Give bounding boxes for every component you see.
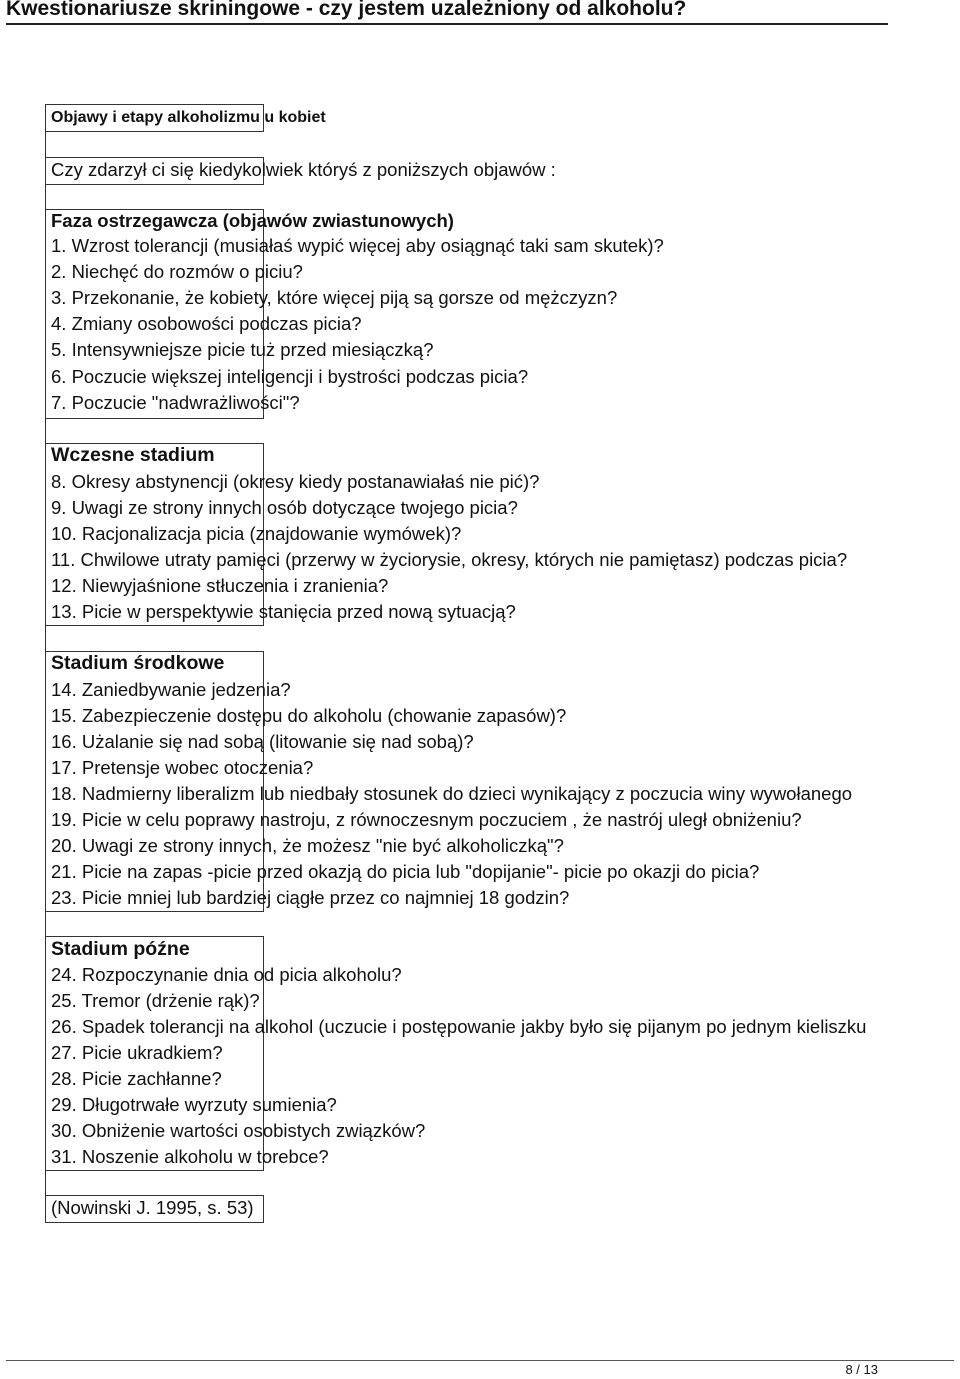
phase-title-early: Wczesne stadium: [51, 444, 215, 466]
list-item: 4. Zmiany osobowości podczas picia?: [51, 313, 362, 334]
header-rule: [6, 23, 888, 25]
list-item: 6. Poczucie większej inteligencji i bystrości podczas picia?: [51, 366, 529, 387]
footer-rule: [6, 1360, 954, 1361]
list-item: 31. Noszenie alkoholu w torebce?: [51, 1146, 329, 1167]
list-item: 26. Spadek tolerancji na alkohol (uczucie i postępowanie jakby było się pijanym po jednym kieliszku: [51, 1016, 867, 1037]
phase-title-middle: Stadium środkowe: [51, 652, 225, 674]
list-item: 18. Nadmierny liberalizm lub niedbały stosunek do dzieci wynikający z poczucia winy wywołanego: [51, 783, 853, 804]
page-number: 8 / 13: [845, 1362, 878, 1377]
list-item: 8. Okresy abstynencji (okresy kiedy postanawiałaś nie pić)?: [51, 471, 540, 492]
list-item: 17. Pretensje wobec otoczenia?: [51, 757, 314, 778]
list-item: 25. Tremor (drżenie rąk)?: [51, 990, 260, 1011]
list-item: 1. Wzrost tolerancji (musiałaś wypić więcej aby osiągnąć taki sam skutek)?: [51, 235, 664, 256]
left-rule: [45, 104, 46, 1223]
list-item: 9. Uwagi ze strony innych osób dotyczące twojego picia?: [51, 497, 518, 518]
list-item: 12. Niewyjaśnione stłuczenia i zranienia?: [51, 575, 389, 596]
intro-question: Czy zdarzył ci się kiedykolwiek któryś z poniższych objawów :: [51, 159, 556, 180]
list-item: 11. Chwilowe utraty pamięci (przerwy w życiorysie, okresy, których nie pamiętasz) podczas picia?: [51, 549, 848, 570]
list-item: 30. Obniżenie wartości osobistych związków?: [51, 1120, 426, 1141]
phase-title-late: Stadium późne: [51, 938, 190, 960]
list-item: 14. Zaniedbywanie jedzenia?: [51, 679, 291, 700]
list-item: 21. Picie na zapas -picie przed okazją do picia lub "dopijanie"- picie po okazji do picia?: [51, 861, 760, 882]
section-title: Objawy i etapy alkoholizmu u kobiet: [51, 109, 326, 126]
list-item: 20. Uwagi ze strony innych, że możesz "nie być alkoholiczką"?: [51, 835, 564, 856]
list-item: 13. Picie w perspektywie stanięcia przed nową sytuacją?: [51, 601, 516, 622]
page-title: Kwestionariusze skriningowe - czy jestem uzależniony od alkoholu?: [6, 0, 687, 20]
list-item: 2. Niechęć do rozmów o piciu?: [51, 261, 303, 282]
list-item: 23. Picie mniej lub bardziej ciągłe przez co najmniej 18 godzin?: [51, 887, 570, 908]
list-item: 3. Przekonanie, że kobiety, które więcej piją są gorsze od mężczyzn?: [51, 287, 618, 308]
phase-title-warning: Faza ostrzegawcza (objawów zwiastunowych): [51, 210, 454, 231]
list-item: 29. Długotrwałe wyrzuty sumienia?: [51, 1094, 337, 1115]
list-item: 15. Zabezpieczenie dostępu do alkoholu (chowanie zapasów)?: [51, 705, 567, 726]
list-item: 24. Rozpoczynanie dnia od picia alkoholu?: [51, 964, 402, 985]
list-item: 28. Picie zachłanne?: [51, 1068, 222, 1089]
list-item: 5. Intensywniejsze picie tuż przed miesiączką?: [51, 339, 434, 360]
list-item: 27. Picie ukradkiem?: [51, 1042, 223, 1063]
list-item: 19. Picie w celu poprawy nastroju, z równoczesnym poczuciem , że nastrój uległ obniżeniu?: [51, 809, 802, 830]
list-item: 10. Racjonalizacja picia (znajdowanie wymówek)?: [51, 523, 462, 544]
list-item: 16. Użalanie się nad sobą (litowanie się nad sobą)?: [51, 731, 474, 752]
list-item: 7. Poczucie "nadwrażliwości"?: [51, 392, 300, 413]
source-citation: (Nowinski J. 1995, s. 53): [51, 1197, 254, 1218]
